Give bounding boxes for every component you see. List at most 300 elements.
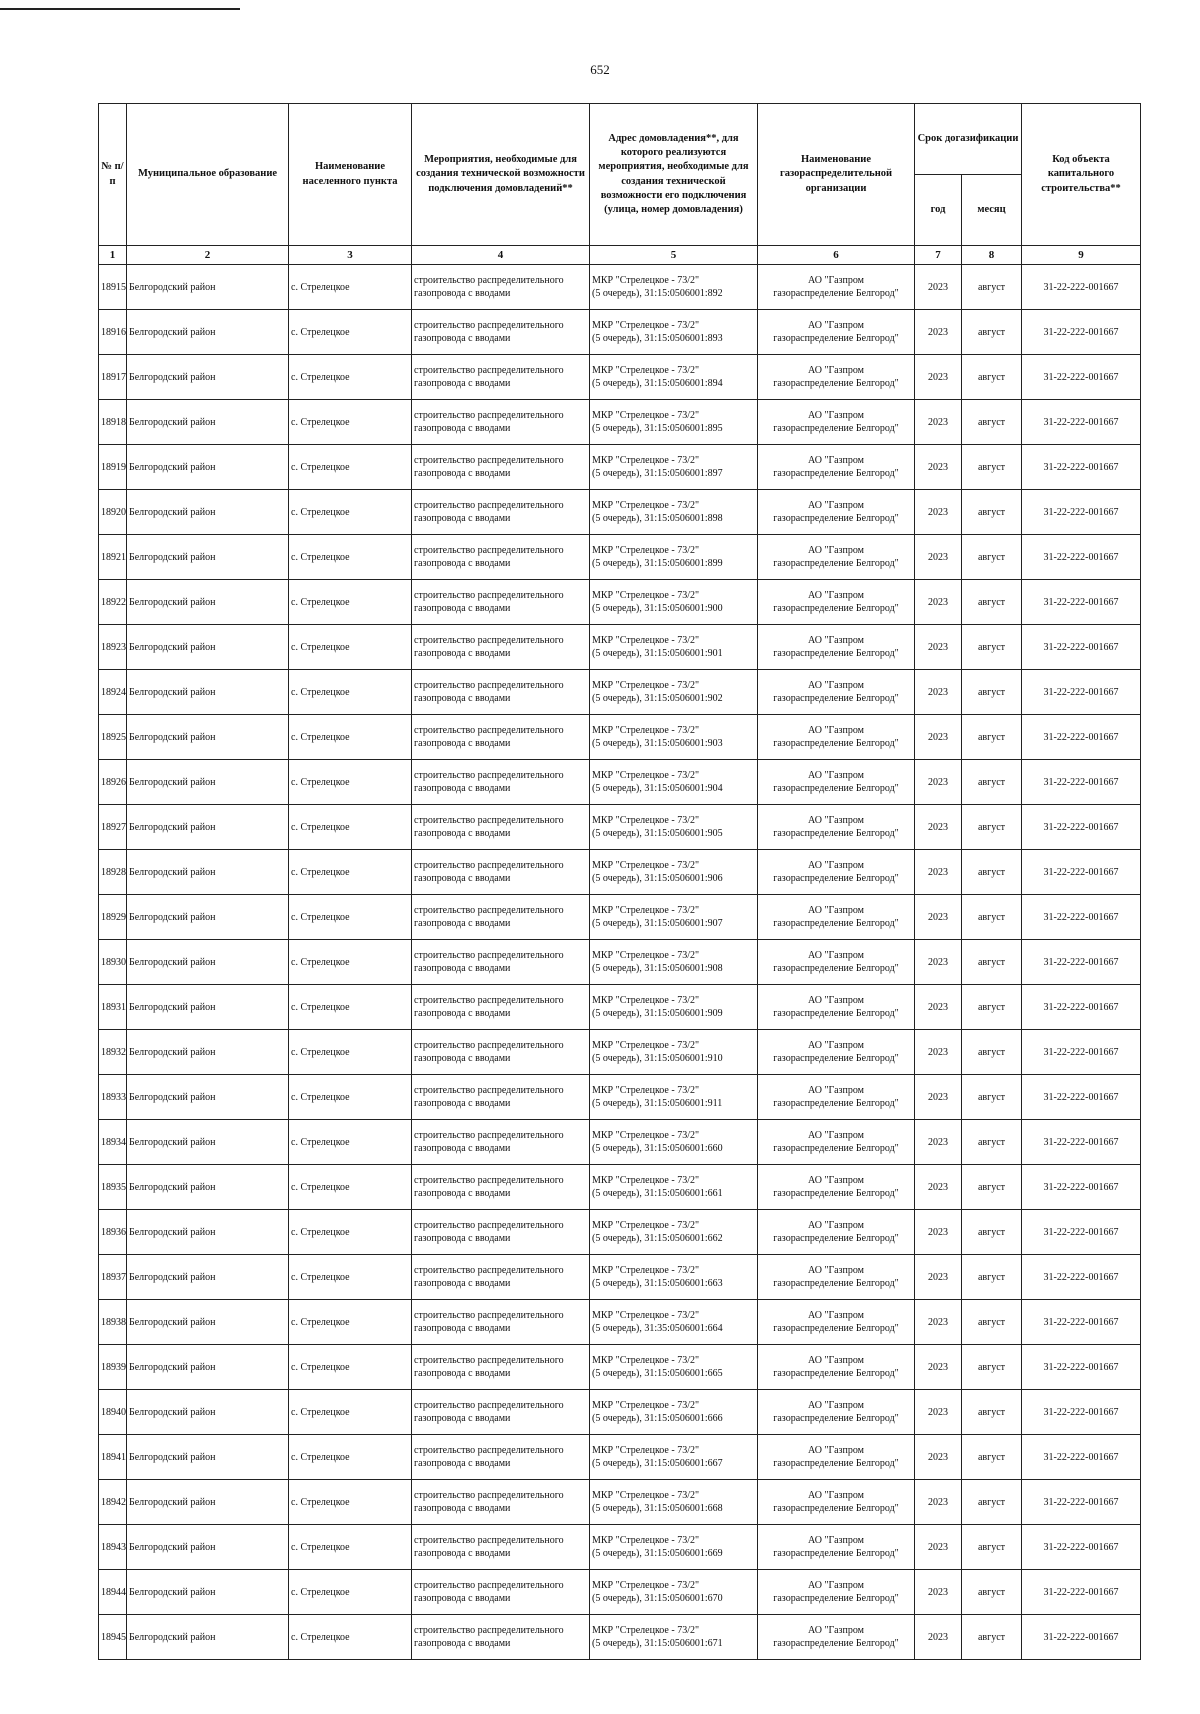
column-number: 8 bbox=[962, 246, 1022, 265]
object-code-cell: 31-22-222-001667 bbox=[1022, 1480, 1141, 1525]
table-row bbox=[99, 985, 1141, 1030]
organization-cell bbox=[758, 1525, 915, 1570]
organization-line: газораспределение Белгород" bbox=[773, 648, 899, 659]
activity-cell: строительство распределительного газопровода с вводами bbox=[412, 445, 590, 490]
year-cell: 2023 bbox=[915, 1615, 962, 1660]
table-body bbox=[99, 265, 1141, 1660]
address-line: МКР "Стрелецкое - 73/2" bbox=[592, 1355, 700, 1366]
address-line: МКР "Стрелецкое - 73/2" bbox=[592, 1400, 700, 1411]
address-cadastral: (5 очередь), 31:15:0506001:899 bbox=[592, 558, 723, 569]
activity-cell: строительство распределительного газопровода с вводами bbox=[412, 580, 590, 625]
row-number: 18927 bbox=[99, 805, 127, 850]
row-number: 18935 bbox=[99, 1165, 127, 1210]
table-row bbox=[99, 1480, 1141, 1525]
municipality-cell: Белгородский район bbox=[127, 760, 289, 805]
organization-cell bbox=[758, 535, 915, 580]
municipality-cell: Белгородский район bbox=[127, 580, 289, 625]
year-cell: 2023 bbox=[915, 715, 962, 760]
organization-cell bbox=[758, 1615, 915, 1660]
organization-line: газораспределение Белгород" bbox=[773, 423, 899, 434]
address-cadastral: (5 очередь), 31:15:0506001:663 bbox=[592, 1278, 723, 1289]
organization-line: газораспределение Белгород" bbox=[773, 378, 899, 389]
organization-cell bbox=[758, 1120, 915, 1165]
organization-line: АО "Газпром bbox=[808, 1355, 864, 1366]
activity-cell: строительство распределительного газопровода с вводами bbox=[412, 1120, 590, 1165]
address-cell bbox=[590, 805, 758, 850]
object-code-cell: 31-22-222-001667 bbox=[1022, 625, 1141, 670]
table-row bbox=[99, 310, 1141, 355]
object-code-cell: 31-22-222-001667 bbox=[1022, 805, 1141, 850]
locality-cell: с. Стрелецкое bbox=[289, 1210, 412, 1255]
organization-cell bbox=[758, 1030, 915, 1075]
month-cell: август bbox=[962, 625, 1022, 670]
row-number: 18936 bbox=[99, 1210, 127, 1255]
month-cell: август bbox=[962, 490, 1022, 535]
header-locality: Наименование населенного пункта bbox=[289, 104, 412, 246]
address-cadastral: (5 очередь), 31:15:0506001:667 bbox=[592, 1458, 723, 1469]
month-cell: август bbox=[962, 670, 1022, 715]
organization-cell bbox=[758, 850, 915, 895]
locality-cell: с. Стрелецкое bbox=[289, 1255, 412, 1300]
organization-line: АО "Газпром bbox=[808, 1490, 864, 1501]
organization-line: АО "Газпром bbox=[808, 860, 864, 871]
organization-cell bbox=[758, 490, 915, 535]
address-line: МКР "Стрелецкое - 73/2" bbox=[592, 995, 700, 1006]
address-cell bbox=[590, 1345, 758, 1390]
table-row bbox=[99, 1345, 1141, 1390]
table-header bbox=[99, 104, 1141, 265]
activity-cell: строительство распределительного газопровода с вводами bbox=[412, 535, 590, 580]
year-cell: 2023 bbox=[915, 400, 962, 445]
organization-cell bbox=[758, 760, 915, 805]
table-row bbox=[99, 1120, 1141, 1165]
month-cell: август bbox=[962, 895, 1022, 940]
municipality-cell: Белгородский район bbox=[127, 670, 289, 715]
address-line: МКР "Стрелецкое - 73/2" bbox=[592, 590, 700, 601]
municipality-cell: Белгородский район bbox=[127, 310, 289, 355]
address-cadastral: (5 очередь), 31:35:0506001:664 bbox=[592, 1323, 723, 1334]
address-cell bbox=[590, 1075, 758, 1120]
organization-cell bbox=[758, 310, 915, 355]
address-cadastral: (5 очередь), 31:15:0506001:907 bbox=[592, 918, 723, 929]
month-cell: август bbox=[962, 1120, 1022, 1165]
month-cell: август bbox=[962, 760, 1022, 805]
year-cell: 2023 bbox=[915, 310, 962, 355]
organization-line: газораспределение Белгород" bbox=[773, 828, 899, 839]
activity-cell: строительство распределительного газопровода с вводами bbox=[412, 265, 590, 310]
row-number: 18918 bbox=[99, 400, 127, 445]
table-row bbox=[99, 805, 1141, 850]
address-line: МКР "Стрелецкое - 73/2" bbox=[592, 1085, 700, 1096]
organization-line: АО "Газпром bbox=[808, 410, 864, 421]
municipality-cell: Белгородский район bbox=[127, 1120, 289, 1165]
header-object-code: Код объекта капитального строительства** bbox=[1022, 104, 1141, 246]
organization-cell bbox=[758, 400, 915, 445]
column-number: 5 bbox=[590, 246, 758, 265]
address-cadastral: (5 очередь), 31:15:0506001:669 bbox=[592, 1548, 723, 1559]
year-cell: 2023 bbox=[915, 1255, 962, 1300]
organization-cell bbox=[758, 715, 915, 760]
locality-cell: с. Стрелецкое bbox=[289, 850, 412, 895]
activity-cell: строительство распределительного газопровода с вводами bbox=[412, 715, 590, 760]
locality-cell: с. Стрелецкое bbox=[289, 1435, 412, 1480]
month-cell: август bbox=[962, 1075, 1022, 1120]
month-cell: август bbox=[962, 580, 1022, 625]
month-cell: август bbox=[962, 1570, 1022, 1615]
row-number: 18915 bbox=[99, 265, 127, 310]
locality-cell: с. Стрелецкое bbox=[289, 1480, 412, 1525]
header-num: № п/п bbox=[99, 104, 127, 246]
organization-line: газораспределение Белгород" bbox=[773, 1053, 899, 1064]
year-cell: 2023 bbox=[915, 1570, 962, 1615]
address-cadastral: (5 очередь), 31:15:0506001:909 bbox=[592, 1008, 723, 1019]
locality-cell: с. Стрелецкое bbox=[289, 985, 412, 1030]
month-cell: август bbox=[962, 1390, 1022, 1435]
municipality-cell: Белгородский район bbox=[127, 1345, 289, 1390]
row-number: 18928 bbox=[99, 850, 127, 895]
organization-line: газораспределение Белгород" bbox=[773, 873, 899, 884]
municipality-cell: Белгородский район bbox=[127, 805, 289, 850]
column-number: 7 bbox=[915, 246, 962, 265]
address-cadastral: (5 очередь), 31:15:0506001:905 bbox=[592, 828, 723, 839]
address-cadastral: (5 очередь), 31:15:0506001:892 bbox=[592, 288, 723, 299]
locality-cell: с. Стрелецкое bbox=[289, 580, 412, 625]
organization-line: АО "Газпром bbox=[808, 1175, 864, 1186]
locality-cell: с. Стрелецкое bbox=[289, 940, 412, 985]
locality-cell: с. Стрелецкое bbox=[289, 1345, 412, 1390]
object-code-cell: 31-22-222-001667 bbox=[1022, 1165, 1141, 1210]
object-code-cell: 31-22-222-001667 bbox=[1022, 1300, 1141, 1345]
organization-line: газораспределение Белгород" bbox=[773, 1278, 899, 1289]
address-cadastral: (5 очередь), 31:15:0506001:902 bbox=[592, 693, 723, 704]
address-cadastral: (5 очередь), 31:15:0506001:666 bbox=[592, 1413, 723, 1424]
organization-line: газораспределение Белгород" bbox=[773, 1638, 899, 1649]
address-cadastral: (5 очередь), 31:15:0506001:665 bbox=[592, 1368, 723, 1379]
organization-cell bbox=[758, 1075, 915, 1120]
table-row bbox=[99, 1435, 1141, 1480]
address-cadastral: (5 очередь), 31:15:0506001:894 bbox=[592, 378, 723, 389]
address-line: МКР "Стрелецкое - 73/2" bbox=[592, 860, 700, 871]
column-numbers-row bbox=[99, 246, 1141, 265]
municipality-cell: Белгородский район bbox=[127, 1480, 289, 1525]
address-cadastral: (5 очередь), 31:15:0506001:898 bbox=[592, 513, 723, 524]
locality-cell: с. Стрелецкое bbox=[289, 490, 412, 535]
activity-cell: строительство распределительного газопровода с вводами bbox=[412, 670, 590, 715]
organization-cell bbox=[758, 265, 915, 310]
address-cell bbox=[590, 1120, 758, 1165]
organization-cell bbox=[758, 940, 915, 985]
municipality-cell: Белгородский район bbox=[127, 265, 289, 310]
address-cadastral: (5 очередь), 31:15:0506001:901 bbox=[592, 648, 723, 659]
month-cell: август bbox=[962, 400, 1022, 445]
address-line: МКР "Стрелецкое - 73/2" bbox=[592, 1175, 700, 1186]
municipality-cell: Белгородский район bbox=[127, 1075, 289, 1120]
locality-cell: с. Стрелецкое bbox=[289, 400, 412, 445]
activity-cell: строительство распределительного газопровода с вводами bbox=[412, 850, 590, 895]
table-row bbox=[99, 400, 1141, 445]
organization-line: АО "Газпром bbox=[808, 545, 864, 556]
municipality-cell: Белгородский район bbox=[127, 355, 289, 400]
table-row bbox=[99, 1210, 1141, 1255]
address-line: МКР "Стрелецкое - 73/2" bbox=[592, 680, 700, 691]
year-cell: 2023 bbox=[915, 1480, 962, 1525]
table-row bbox=[99, 1570, 1141, 1615]
organization-line: газораспределение Белгород" bbox=[773, 693, 899, 704]
address-cadastral: (5 очередь), 31:15:0506001:893 bbox=[592, 333, 723, 344]
organization-line: газораспределение Белгород" bbox=[773, 1548, 899, 1559]
address-line: МКР "Стрелецкое - 73/2" bbox=[592, 815, 700, 826]
address-line: МКР "Стрелецкое - 73/2" bbox=[592, 410, 700, 421]
address-cell bbox=[590, 310, 758, 355]
row-number: 18920 bbox=[99, 490, 127, 535]
row-number: 18943 bbox=[99, 1525, 127, 1570]
activity-cell: строительство распределительного газопровода с вводами bbox=[412, 940, 590, 985]
organization-cell bbox=[758, 1570, 915, 1615]
address-line: МКР "Стрелецкое - 73/2" bbox=[592, 1490, 700, 1501]
year-cell: 2023 bbox=[915, 1435, 962, 1480]
table-row bbox=[99, 760, 1141, 805]
year-cell: 2023 bbox=[915, 1345, 962, 1390]
activity-cell: строительство распределительного газопровода с вводами bbox=[412, 1165, 590, 1210]
activity-cell: строительство распределительного газопровода с вводами bbox=[412, 310, 590, 355]
organization-cell bbox=[758, 895, 915, 940]
header-year: год bbox=[915, 175, 962, 246]
municipality-cell: Белгородский район bbox=[127, 1570, 289, 1615]
address-line: МКР "Стрелецкое - 73/2" bbox=[592, 500, 700, 511]
object-code-cell: 31-22-222-001667 bbox=[1022, 1570, 1141, 1615]
address-cadastral: (5 очередь), 31:15:0506001:660 bbox=[592, 1143, 723, 1154]
address-line: МКР "Стрелецкое - 73/2" bbox=[592, 950, 700, 961]
municipality-cell: Белгородский район bbox=[127, 985, 289, 1030]
object-code-cell: 31-22-222-001667 bbox=[1022, 490, 1141, 535]
address-line: МКР "Стрелецкое - 73/2" bbox=[592, 635, 700, 646]
locality-cell: с. Стрелецкое bbox=[289, 1120, 412, 1165]
table-row bbox=[99, 535, 1141, 580]
table-row bbox=[99, 1390, 1141, 1435]
month-cell: август bbox=[962, 1615, 1022, 1660]
address-cell bbox=[590, 1210, 758, 1255]
row-number: 18924 bbox=[99, 670, 127, 715]
year-cell: 2023 bbox=[915, 445, 962, 490]
month-cell: август bbox=[962, 310, 1022, 355]
object-code-cell: 31-22-222-001667 bbox=[1022, 1525, 1141, 1570]
object-code-cell: 31-22-222-001667 bbox=[1022, 355, 1141, 400]
month-cell: август bbox=[962, 715, 1022, 760]
year-cell: 2023 bbox=[915, 1300, 962, 1345]
month-cell: август bbox=[962, 805, 1022, 850]
locality-cell: с. Стрелецкое bbox=[289, 895, 412, 940]
organization-line: газораспределение Белгород" bbox=[773, 603, 899, 614]
organization-line: АО "Газпром bbox=[808, 365, 864, 376]
organization-line: газораспределение Белгород" bbox=[773, 1098, 899, 1109]
month-cell: август bbox=[962, 1480, 1022, 1525]
row-number: 18919 bbox=[99, 445, 127, 490]
activity-cell: строительство распределительного газопровода с вводами bbox=[412, 1300, 590, 1345]
address-line: МКР "Стрелецкое - 73/2" bbox=[592, 320, 700, 331]
locality-cell: с. Стрелецкое bbox=[289, 1615, 412, 1660]
table-row bbox=[99, 490, 1141, 535]
organization-line: газораспределение Белгород" bbox=[773, 1458, 899, 1469]
organization-line: газораспределение Белгород" bbox=[773, 1008, 899, 1019]
locality-cell: с. Стрелецкое bbox=[289, 1075, 412, 1120]
organization-line: АО "Газпром bbox=[808, 1220, 864, 1231]
organization-line: АО "Газпром bbox=[808, 1130, 864, 1141]
activity-cell: строительство распределительного газопровода с вводами bbox=[412, 1525, 590, 1570]
header-address: Адрес домовладения**, для которого реализуются мероприятия, необходимые для создания технической возможности его подключения (улица, номер домовладения) bbox=[590, 104, 758, 246]
organization-line: АО "Газпром bbox=[808, 1040, 864, 1051]
locality-cell: с. Стрелецкое bbox=[289, 760, 412, 805]
organization-line: АО "Газпром bbox=[808, 1580, 864, 1591]
address-cell bbox=[590, 1480, 758, 1525]
address-line: МКР "Стрелецкое - 73/2" bbox=[592, 1625, 700, 1636]
locality-cell: с. Стрелецкое bbox=[289, 1030, 412, 1075]
address-cadastral: (5 очередь), 31:15:0506001:910 bbox=[592, 1053, 723, 1064]
organization-line: газораспределение Белгород" bbox=[773, 1323, 899, 1334]
address-line: МКР "Стрелецкое - 73/2" bbox=[592, 1040, 700, 1051]
row-number: 18939 bbox=[99, 1345, 127, 1390]
year-cell: 2023 bbox=[915, 985, 962, 1030]
municipality-cell: Белгородский район bbox=[127, 1030, 289, 1075]
address-cell bbox=[590, 1300, 758, 1345]
address-cadastral: (5 очередь), 31:15:0506001:895 bbox=[592, 423, 723, 434]
address-cell bbox=[590, 1030, 758, 1075]
municipality-cell: Белгородский район bbox=[127, 1255, 289, 1300]
organization-line: АО "Газпром bbox=[808, 1445, 864, 1456]
year-cell: 2023 bbox=[915, 625, 962, 670]
table-row bbox=[99, 1075, 1141, 1120]
table-row bbox=[99, 1615, 1141, 1660]
object-code-cell: 31-22-222-001667 bbox=[1022, 850, 1141, 895]
month-cell: август bbox=[962, 1030, 1022, 1075]
row-number: 18937 bbox=[99, 1255, 127, 1300]
row-number: 18934 bbox=[99, 1120, 127, 1165]
table-row bbox=[99, 1165, 1141, 1210]
activity-cell: строительство распределительного газопровода с вводами bbox=[412, 1255, 590, 1300]
object-code-cell: 31-22-222-001667 bbox=[1022, 1255, 1141, 1300]
address-cadastral: (5 очередь), 31:15:0506001:671 bbox=[592, 1638, 723, 1649]
object-code-cell: 31-22-222-001667 bbox=[1022, 1615, 1141, 1660]
address-cell bbox=[590, 715, 758, 760]
month-cell: август bbox=[962, 445, 1022, 490]
locality-cell: с. Стрелецкое bbox=[289, 1525, 412, 1570]
address-cadastral: (5 очередь), 31:15:0506001:661 bbox=[592, 1188, 723, 1199]
address-cadastral: (5 очередь), 31:15:0506001:662 bbox=[592, 1233, 723, 1244]
locality-cell: с. Стрелецкое bbox=[289, 1165, 412, 1210]
address-cell bbox=[590, 1570, 758, 1615]
row-number: 18917 bbox=[99, 355, 127, 400]
activity-cell: строительство распределительного газопровода с вводами bbox=[412, 1435, 590, 1480]
address-cadastral: (5 очередь), 31:15:0506001:903 bbox=[592, 738, 723, 749]
municipality-cell: Белгородский район bbox=[127, 1300, 289, 1345]
activity-cell: строительство распределительного газопровода с вводами bbox=[412, 1390, 590, 1435]
municipality-cell: Белгородский район bbox=[127, 940, 289, 985]
municipality-cell: Белгородский район bbox=[127, 1165, 289, 1210]
activity-cell: строительство распределительного газопровода с вводами bbox=[412, 1030, 590, 1075]
organization-line: газораспределение Белгород" bbox=[773, 333, 899, 344]
object-code-cell: 31-22-222-001667 bbox=[1022, 445, 1141, 490]
address-line: МКР "Стрелецкое - 73/2" bbox=[592, 1445, 700, 1456]
address-cell bbox=[590, 670, 758, 715]
organization-line: газораспределение Белгород" bbox=[773, 1233, 899, 1244]
month-cell: август bbox=[962, 1300, 1022, 1345]
organization-line: АО "Газпром bbox=[808, 1535, 864, 1546]
municipality-cell: Белгородский район bbox=[127, 625, 289, 670]
organization-line: АО "Газпром bbox=[808, 455, 864, 466]
year-cell: 2023 bbox=[915, 1390, 962, 1435]
month-cell: август bbox=[962, 355, 1022, 400]
top-rule bbox=[0, 8, 240, 10]
locality-cell: с. Стрелецкое bbox=[289, 1300, 412, 1345]
address-cadastral: (5 очередь), 31:15:0506001:897 bbox=[592, 468, 723, 479]
address-cadastral: (5 очередь), 31:15:0506001:904 bbox=[592, 783, 723, 794]
year-cell: 2023 bbox=[915, 1120, 962, 1165]
year-cell: 2023 bbox=[915, 895, 962, 940]
month-cell: август bbox=[962, 1165, 1022, 1210]
address-cell bbox=[590, 1390, 758, 1435]
page-number: 652 bbox=[590, 62, 610, 77]
organization-line: газораспределение Белгород" bbox=[773, 783, 899, 794]
organization-cell bbox=[758, 1210, 915, 1255]
row-number: 18926 bbox=[99, 760, 127, 805]
activity-cell: строительство распределительного газопровода с вводами bbox=[412, 1615, 590, 1660]
organization-line: АО "Газпром bbox=[808, 905, 864, 916]
locality-cell: с. Стрелецкое bbox=[289, 535, 412, 580]
object-code-cell: 31-22-222-001667 bbox=[1022, 760, 1141, 805]
row-number: 18933 bbox=[99, 1075, 127, 1120]
organization-cell bbox=[758, 355, 915, 400]
locality-cell: с. Стрелецкое bbox=[289, 1570, 412, 1615]
organization-line: газораспределение Белгород" bbox=[773, 1143, 899, 1154]
municipality-cell: Белгородский район bbox=[127, 715, 289, 760]
organization-cell bbox=[758, 670, 915, 715]
table-row bbox=[99, 1255, 1141, 1300]
organization-line: АО "Газпром bbox=[808, 1310, 864, 1321]
activity-cell: строительство распределительного газопровода с вводами bbox=[412, 985, 590, 1030]
locality-cell: с. Стрелецкое bbox=[289, 670, 412, 715]
address-cell bbox=[590, 1435, 758, 1480]
municipality-cell: Белгородский район bbox=[127, 1390, 289, 1435]
table-row bbox=[99, 1300, 1141, 1345]
organization-line: газораспределение Белгород" bbox=[773, 288, 899, 299]
year-cell: 2023 bbox=[915, 355, 962, 400]
object-code-cell: 31-22-222-001667 bbox=[1022, 580, 1141, 625]
column-number: 2 bbox=[127, 246, 289, 265]
month-cell: август bbox=[962, 850, 1022, 895]
object-code-cell: 31-22-222-001667 bbox=[1022, 535, 1141, 580]
address-line: МКР "Стрелецкое - 73/2" bbox=[592, 1310, 700, 1321]
header-organization: Наименование газораспределительной организации bbox=[758, 104, 915, 246]
month-cell: август bbox=[962, 985, 1022, 1030]
address-cadastral: (5 очередь), 31:15:0506001:908 bbox=[592, 963, 723, 974]
address-cell bbox=[590, 985, 758, 1030]
organization-line: газораспределение Белгород" bbox=[773, 468, 899, 479]
organization-cell bbox=[758, 1300, 915, 1345]
row-number: 18922 bbox=[99, 580, 127, 625]
year-cell: 2023 bbox=[915, 1075, 962, 1120]
organization-line: АО "Газпром bbox=[808, 725, 864, 736]
activity-cell: строительство распределительного газопровода с вводами bbox=[412, 490, 590, 535]
organization-line: АО "Газпром bbox=[808, 950, 864, 961]
year-cell: 2023 bbox=[915, 265, 962, 310]
organization-line: газораспределение Белгород" bbox=[773, 1503, 899, 1514]
municipality-cell: Белгородский район bbox=[127, 1435, 289, 1480]
object-code-cell: 31-22-222-001667 bbox=[1022, 1120, 1141, 1165]
activity-cell: строительство распределительного газопровода с вводами bbox=[412, 1210, 590, 1255]
month-cell: август bbox=[962, 265, 1022, 310]
column-number: 4 bbox=[412, 246, 590, 265]
organization-cell bbox=[758, 580, 915, 625]
object-code-cell: 31-22-222-001667 bbox=[1022, 1435, 1141, 1480]
